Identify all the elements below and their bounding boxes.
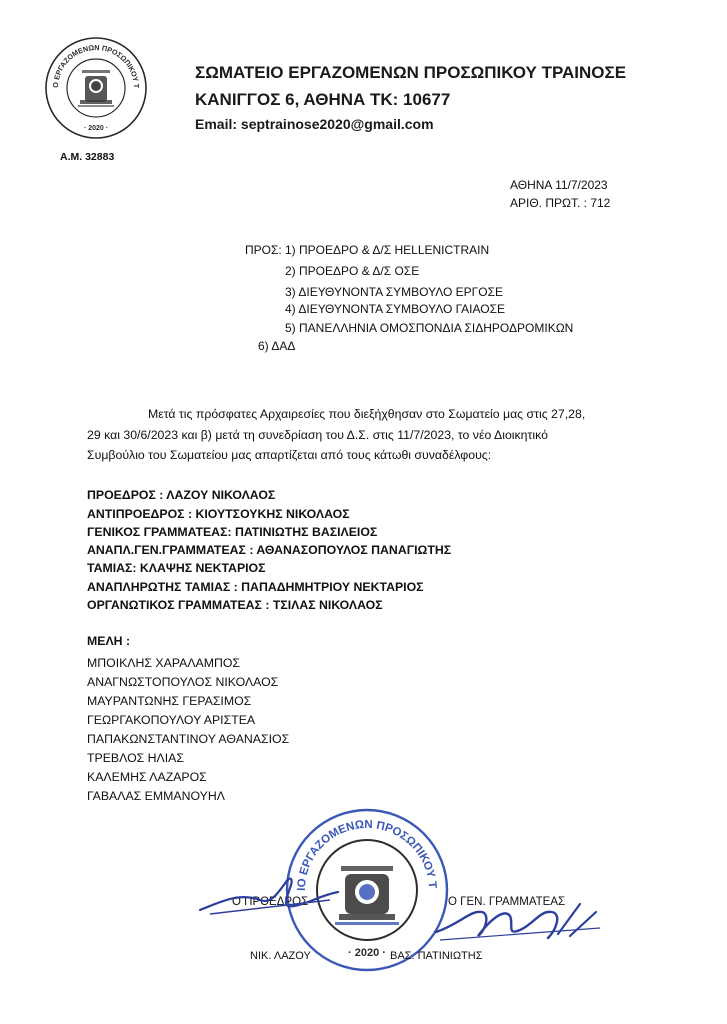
member-name: ΠΑΠΑΚΩΝΣΤΑΝΤΙΝΟΥ ΑΘΑΝΑΣΙΟΣ: [87, 732, 290, 746]
board-member: ΤΑΜΙΑΣ: ΚΛΑΨΗΣ ΝΕΚΤΑΡΙΟΣ: [87, 561, 266, 575]
recipient-item: 6) ΔΑΔ: [258, 339, 296, 353]
recipient-item: 2) ΠΡΟΕΔΡΟ & Δ/Σ ΟΣΕ: [285, 264, 420, 278]
body-line: 29 και 30/6/2023 και β) μετά τη συνεδρίαση του Δ.Σ. στις 11/7/2023, το νέο Διοικητικό: [87, 428, 548, 442]
right-signature-name: ΒΑΣ. ΠΑΤΙΝΙΩΤΗΣ: [390, 950, 483, 962]
member-name: ΜΠΟΙΚΛΗΣ ΧΑΡΑΛΑΜΠΟΣ: [87, 656, 241, 670]
recipients-label: ΠΡΟΣ:: [245, 243, 282, 257]
recipient-item: 1) ΠΡΟΕΔΡΟ & Δ/Σ HELLENICTRAIN: [285, 243, 490, 257]
body-line: Συμβούλιο του Σωματείου μας απαρτίζεται από τους κάτωθι συναδέλφους:: [87, 448, 492, 462]
union-seal-top: [44, 36, 148, 140]
board-member: ΠΡΟΕΔΡΟΣ : ΛΑΖΟΥ ΝΙΚΟΛΑΟΣ: [87, 488, 276, 502]
registration-number: Α.Μ. 32883: [60, 151, 115, 163]
member-name: ΓΕΩΡΓΑΚΟΠΟΥΛΟΥ ΑΡΙΣΤΕΑ: [87, 713, 256, 727]
left-signature-title: Ο ΠΡΟΕΔΡΟΣ: [232, 896, 309, 908]
document-date: ΑΘΗΝΑ 11/7/2023: [510, 178, 608, 192]
president-signature: [190, 862, 350, 932]
member-name: ΑΝΑΓΝΩΣΤΟΠΟΥΛΟΣ ΝΙΚΟΛΑΟΣ: [87, 675, 279, 689]
stamp-year: · 2020 ·: [348, 947, 386, 959]
org-name: ΣΩΜΑΤΕΙΟ ΕΡΓΑΖΟΜΕΝΩΝ ΠΡΟΣΩΠΙΚΟΥ ΤΡΑΙΝΟΣΕ: [195, 63, 627, 82]
board-member: ΑΝΑΠΛ.ΓΕΝ.ΓΡΑΜΜΑΤΕΑΣ : ΑΘΑΝΑΣΟΠΟΥΛΟΣ ΠΑΝΑΓΙΩΤΗΣ: [87, 543, 452, 557]
org-address: ΚΑΝΙΓΓΟΣ 6, ΑΘΗΝΑ ΤΚ: 10677: [195, 90, 451, 109]
protocol-number: ΑΡΙΘ. ΠΡΩΤ. : 712: [510, 196, 611, 210]
left-signature-name: ΝΙΚ. ΛΑΖΟΥ: [250, 950, 311, 962]
seal-year: · 2020 ·: [83, 125, 109, 132]
members-title: ΜΕΛΗ :: [87, 634, 131, 648]
member-name: ΓΑΒΑΛΑΣ ΕΜΜΑΝΟΥΗΛ: [87, 789, 225, 803]
recipient-item: 4) ΔΙΕΥΘΥΝΟΝΤΑ ΣΥΜΒΟΥΛΟ ΓΑΙΑΟΣΕ: [285, 302, 506, 316]
recipient-item: 3) ΔΙΕΥΘΥΝΟΝΤΑ ΣΥΜΒΟΥΛΟ ΕΡΓΟΣΕ: [285, 285, 504, 299]
stamp-ring-text: ΙΟ ΕΡΓΑΖΟΜΕΝΩΝ ΠΡΟΣΩΠΙΚΟΥ Τ: [295, 818, 439, 891]
body-line: Μετά τις πρόσφατες Αρχαιρεσίες που διεξήχθησαν στο Σωματείο μας στις 27,28,: [148, 407, 586, 421]
board-member: ΟΡΓΑΝΩΤΙΚΟΣ ΓΡΑΜΜΑΤΕΑΣ : ΤΣΙΛΑΣ ΝΙΚΟΛΑΟΣ: [87, 598, 383, 612]
org-email: Email: septrainose2020@gmail.com: [195, 116, 434, 132]
seal-ring-text: Ο ΕΡΓΑΖΟΜΕΝΩΝ ΠΡΟΣΩΠΙΚΟΥ Τ: [50, 42, 142, 89]
right-signature-title: Ο ΓΕΝ. ΓΡΑΜΜΑΤΕΑΣ: [448, 896, 566, 908]
recipient-item: 5) ΠΑΝΕΛΛΗΝΙΑ ΟΜΟΣΠΟΝΔΙΑ ΣΙΔΗΡΟΔΡΟΜΙΚΩΝ: [285, 321, 574, 335]
board-member: ΓΕΝΙΚΟΣ ΓΡΑΜΜΑΤΕΑΣ: ΠΑΤΙΝΙΩΤΗΣ ΒΑΣΙΛΕΙΟΣ: [87, 525, 378, 539]
board-member: ΑΝΑΠΛΗΡΩΤΗΣ ΤΑΜΙΑΣ : ΠΑΠΑΔΗΜΗΤΡΙΟΥ ΝΕΚΤΑΡΙΟΣ: [87, 580, 424, 594]
member-name: ΤΡΕΒΛΟΣ ΗΛΙΑΣ: [87, 751, 184, 765]
member-name: ΚΑΛΕΜΗΣ ΛΑΖΑΡΟΣ: [87, 770, 207, 784]
member-name: ΜΑΥΡΑΝΤΩΝΗΣ ΓΕΡΑΣΙΜΟΣ: [87, 694, 252, 708]
board-member: ΑΝΤΙΠΡΟΕΔΡΟΣ : ΚΙΟΥΤΣΟΥΚΗΣ ΝΙΚΟΛΑΟΣ: [87, 507, 350, 521]
